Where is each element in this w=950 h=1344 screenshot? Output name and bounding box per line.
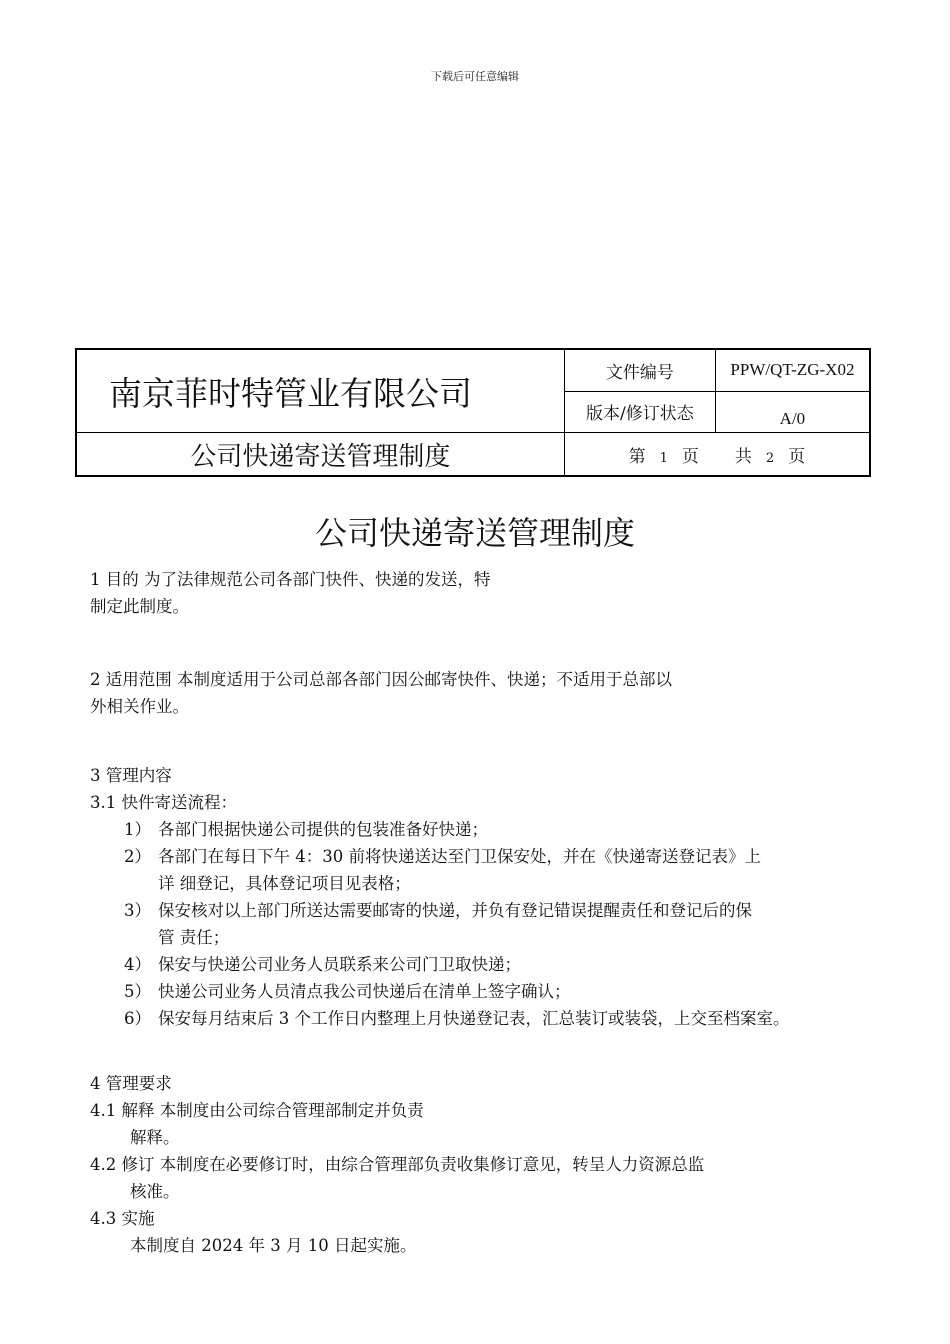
step-item bbox=[90, 897, 900, 951]
page-prefix: 第 bbox=[628, 446, 646, 467]
section-4-3-heading: 4.3 实施 bbox=[90, 1209, 155, 1228]
step-text: 保安每月结束后 3 个工作日内整理上月快递登记表，汇总装订或装袋，上交至档案室。 bbox=[158, 1009, 790, 1028]
section-3-1-heading: 3.1 快件寄送流程： bbox=[90, 793, 237, 812]
step-text: 快递公司业务人员清点我公司快递后在清单上签字确认； bbox=[158, 982, 571, 1001]
total-prefix: 共 bbox=[734, 446, 752, 467]
step-item bbox=[90, 951, 900, 978]
section-1-line-2: 制定此制度。 bbox=[90, 597, 189, 616]
step-text: 保安核对以上部门所送达需要邮寄的快递，并负有登记错误提醒责任和登记后的保 bbox=[158, 901, 752, 920]
page-info bbox=[564, 433, 870, 477]
total-pages: 2 bbox=[765, 450, 775, 466]
version-value: A/0 bbox=[715, 391, 870, 433]
section-4-2-line-2: 核准。 bbox=[130, 1182, 180, 1201]
page-number: 1 bbox=[659, 450, 668, 466]
step-number: 1） bbox=[124, 820, 151, 839]
step-text: 各部门根据快递公司提供的包装准备好快递； bbox=[158, 820, 488, 839]
step-item bbox=[90, 816, 900, 843]
step-number: 2） bbox=[124, 847, 151, 866]
step-item bbox=[90, 843, 900, 897]
document-title: 公司快递寄送管理制度 bbox=[314, 514, 635, 552]
document-body bbox=[90, 566, 900, 1259]
company-name: 南京菲时特管业有限公司 bbox=[76, 349, 564, 433]
document-header-table bbox=[75, 348, 871, 477]
step-number: 4） bbox=[124, 955, 151, 974]
page-unit: 页 bbox=[681, 446, 699, 467]
section-1-line-1: 1 目的 为了法律规范公司各部门快件、快递的发送，特 bbox=[90, 570, 491, 589]
step-number: 6） bbox=[124, 1009, 151, 1028]
section-4-1-line-2: 解释。 bbox=[130, 1128, 180, 1147]
watermark-text: 下载后可任意编辑 bbox=[431, 70, 519, 83]
file-number-label: 文件编号 bbox=[564, 349, 715, 391]
total-unit: 页 bbox=[788, 446, 806, 467]
step-text-continued: 管 责任； bbox=[158, 928, 230, 947]
section-4-2-line-1: 4.2 修订 本制度在必要修订时，由综合管理部负责收集修订意见，转呈人力资源总监 bbox=[90, 1155, 705, 1174]
file-number-value: PPW/QT-ZG-X02 bbox=[715, 349, 870, 391]
section-2-line-1: 2 适用范围 本制度适用于公司总部各部门因公邮寄快件、快递；不适用于总部以 bbox=[90, 670, 672, 689]
step-text: 保安与快递公司业务人员联系来公司门卫取快递； bbox=[158, 955, 521, 974]
version-label: 版本/修订状态 bbox=[564, 391, 715, 433]
section-4-heading: 4 管理要求 bbox=[90, 1074, 172, 1093]
step-text: 各部门在每日下午 4：30 前将快递送达至门卫保安处，并在《快递寄送登记表》上 bbox=[158, 847, 761, 866]
section-2-line-2: 外相关作业。 bbox=[90, 697, 189, 716]
step-number: 3） bbox=[124, 901, 151, 920]
step-number: 5） bbox=[124, 982, 151, 1001]
section-4-3-text: 本制度自 2024 年 3 月 10 日起实施。 bbox=[130, 1236, 417, 1255]
document-name: 公司快递寄送管理制度 bbox=[76, 433, 564, 477]
step-text-continued: 详 细登记，具体登记项目见表格； bbox=[158, 874, 411, 893]
section-3-heading: 3 管理内容 bbox=[90, 766, 172, 785]
step-item bbox=[90, 1005, 900, 1032]
section-4-1-line-1: 4.1 解释 本制度由公司综合管理部制定并负责 bbox=[90, 1101, 424, 1120]
step-item bbox=[90, 978, 900, 1005]
